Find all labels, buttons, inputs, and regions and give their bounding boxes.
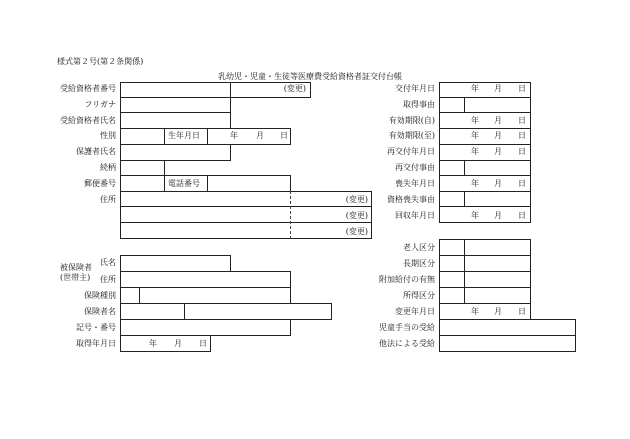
insured-name-label: 氏名: [100, 258, 116, 267]
address-dashed-divider: [290, 191, 291, 239]
guardian-name-field[interactable]: [120, 144, 231, 161]
elderly-category-label: 老人区分: [403, 243, 435, 252]
birth-day-unit: 日: [280, 131, 288, 140]
child-allowance-field[interactable]: [439, 319, 576, 336]
reissue-reason-label: 再交付事由: [395, 163, 435, 172]
loss-date-label: 喪失年月日: [395, 179, 435, 188]
income-category-label: 所得区分: [403, 291, 435, 300]
other-law-label: 他法による受給: [379, 339, 435, 348]
address-label: 住所: [100, 195, 116, 204]
valid-from-day-unit: 日: [518, 116, 526, 125]
insurer-name-label: 保険者名: [84, 307, 116, 316]
insurance-type-divider: [139, 287, 140, 304]
valid-to-day-unit: 日: [518, 131, 526, 140]
furigana-label: フリガナ: [84, 100, 116, 109]
phone-divider: [207, 175, 208, 192]
address-change-note-2: (変更): [345, 211, 368, 220]
insured-name-field[interactable]: [120, 255, 231, 272]
cert-number-label: 受給資格者番号: [60, 84, 116, 93]
change-year-unit: 年: [471, 307, 479, 316]
insurance-type-label: 保険種別: [84, 291, 116, 300]
address-change-note-3: (変更): [345, 227, 368, 236]
insurance-type-field[interactable]: [120, 287, 291, 304]
valid-to-year-unit: 年: [471, 131, 479, 140]
insurer-name-field[interactable]: [120, 303, 332, 320]
acquisition-date-label: 取得年月日: [76, 339, 116, 348]
page-title: 乳幼児・児童・生徒等医療費受給資格者証交付台帳: [218, 72, 402, 81]
additional-benefit-label: 附加給付の有無: [379, 275, 435, 284]
issue-day-unit: 日: [518, 84, 526, 93]
loss-reason-label: 資格喪失事由: [387, 195, 435, 204]
long-term-category-label: 長期区分: [403, 259, 435, 268]
valid-to-month-unit: 月: [494, 131, 502, 140]
income-category-field[interactable]: [439, 287, 531, 304]
insured-address-field[interactable]: [120, 271, 291, 288]
elderly-category-divider: [464, 239, 465, 256]
acq-year-unit: 年: [149, 339, 157, 348]
furigana-field[interactable]: [120, 97, 231, 113]
acquisition-date-field[interactable]: [120, 335, 211, 352]
elderly-category-field[interactable]: [439, 239, 531, 256]
acquisition-reason-divider: [464, 97, 465, 113]
birth-year-unit: 年: [230, 131, 238, 140]
collection-day-unit: 日: [518, 211, 526, 220]
address-change-note-1: (変更): [345, 195, 368, 204]
change-date-label: 変更年月日: [395, 307, 435, 316]
phone-label: 電話番号: [168, 179, 200, 188]
long-term-category-divider: [464, 255, 465, 272]
additional-benefit-divider: [464, 271, 465, 288]
additional-benefit-field[interactable]: [439, 271, 531, 288]
gender-divider: [164, 128, 165, 145]
valid-from-month-unit: 月: [494, 116, 502, 125]
symbol-number-label: 記号・番号: [76, 323, 116, 332]
insured-heading-line2: (世帯主): [60, 273, 91, 282]
loss-day-unit: 日: [518, 179, 526, 188]
gender-birthdate-row: [120, 128, 291, 145]
relationship-label: 続柄: [100, 163, 116, 172]
acquisition-reason-label: 取得事由: [403, 100, 435, 109]
loss-year-unit: 年: [471, 179, 479, 188]
loss-reason-field[interactable]: [439, 191, 531, 207]
postal-phone-row: [120, 175, 291, 192]
recipient-name-field[interactable]: [120, 112, 231, 129]
loss-month-unit: 月: [494, 179, 502, 188]
reissue-month-unit: 月: [494, 147, 502, 156]
symbol-number-field[interactable]: [120, 319, 291, 336]
insurer-name-divider: [184, 303, 185, 320]
child-allowance-label: 児童手当の受給: [379, 323, 435, 332]
change-day-unit: 日: [518, 307, 526, 316]
gender-label: 性別: [100, 131, 116, 140]
acq-day-unit: 日: [199, 339, 207, 348]
reissue-year-unit: 年: [471, 147, 479, 156]
income-category-divider: [464, 287, 465, 304]
reissue-reason-field[interactable]: [439, 160, 531, 176]
loss-reason-divider: [464, 191, 465, 207]
birth-month-unit: 月: [256, 131, 264, 140]
long-term-category-field[interactable]: [439, 255, 531, 272]
acquisition-reason-field[interactable]: [439, 97, 531, 113]
collection-date-label: 回収年月日: [395, 211, 435, 220]
issue-year-unit: 年: [471, 84, 479, 93]
insured-address-label: 住所: [100, 275, 116, 284]
birthdate-divider: [207, 128, 208, 145]
valid-from-year-unit: 年: [471, 116, 479, 125]
insured-heading-line1: 被保険者: [60, 263, 92, 272]
other-law-field[interactable]: [439, 335, 576, 352]
reissue-day-unit: 日: [518, 147, 526, 156]
recipient-name-label: 受給資格者氏名: [60, 116, 116, 125]
cert-number-field[interactable]: [120, 82, 231, 98]
cert-number-change-note: (変更): [283, 84, 306, 93]
issue-date-label: 交付年月日: [395, 84, 435, 93]
guardian-name-label: 保護者氏名: [76, 147, 116, 156]
postal-divider: [164, 175, 165, 192]
collection-month-unit: 月: [494, 211, 502, 220]
form-number: 様式第２号(第２条関係): [57, 57, 144, 66]
relationship-field[interactable]: [120, 160, 165, 176]
valid-to-label: 有効期限(至): [388, 131, 435, 140]
collection-year-unit: 年: [471, 211, 479, 220]
postal-code-label: 郵便番号: [84, 179, 116, 188]
issue-month-unit: 月: [494, 84, 502, 93]
reissue-reason-divider: [464, 160, 465, 176]
acq-month-unit: 月: [174, 339, 182, 348]
birth-date-label: 生年月日: [168, 131, 200, 140]
reissue-date-label: 再交付年月日: [387, 147, 435, 156]
valid-from-label: 有効期限(自): [388, 116, 435, 125]
change-month-unit: 月: [494, 307, 502, 316]
